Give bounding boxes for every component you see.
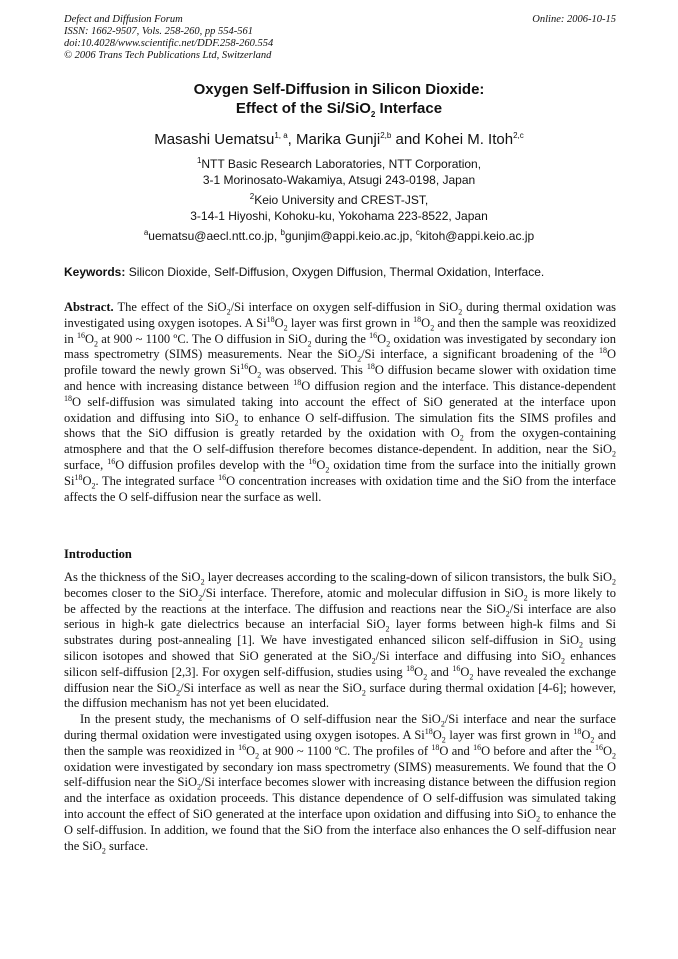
- intro-paragraph-2: In the present study, the mechanisms of O self-diffusion near the SiO$_2$/Si interface and near the surface during thermal oxidation were investigated using oxygen isotopes. A $Si^{18}O_2$ layer was first grown in $^{18}O_2$ and then the sample was reoxidized in $^{16}O_2$ at 900 ~ 1100 ºC. The profiles of $^{18}$O and $^{16}$O before and after the $^{16}O_2$ oxidation were investigated by secondary ion mass spectrometry (SIMS) measurements. We found that the O self-diffusion near the SiO$_2$/Si interface becomes slower with increasing distance between the diffusion region and the interface as oxidation proceeds. This distance dependence of O self-diffusion was simulated taking into account the effect of SiO generated at the interface upon oxidation and diffusing into SiO$_2$ to enhance the O self-diffusion. In addition, we found that the SiO from the interface also enhances the O self-diffusion near the SiO$_2$ surface.: [64, 712, 617, 856]
- online-date: Online: 2006-10-15: [532, 14, 616, 25]
- email-link[interactable]: gunjim@appi.keio.ac.jp,: [284, 229, 416, 243]
- affiliation-1: $^1$NTT Basic Research Laboratories, NTT Corporation, 3-1 Morinosato-Wakamiya, Atsugi 243-0198, Japan: [196, 156, 482, 187]
- section-heading-introduction: Introduction: [64, 547, 132, 561]
- issn-line: ISSN: 1662-9507, Vols. 258-260, pp 554-561: [64, 26, 253, 37]
- title-line-1: Oxygen Self-Diffusion in Silicon Dioxide:: [193, 81, 485, 98]
- abstract: Abstract. The effect of the SiO$_2$/Si interface on oxygen self-diffusion in SiO$_2$ during thermal oxidation was investigated using oxygen isotopes. A $Si^{18}O_2$ layer was first grown in $^{18}O_2$ and then the sample was reoxidized in $^{16}O_2$ at 900 ~ 1100 ºC. The O diffusion in SiO$_2$ during the $^{16}O_2$ oxidation was investigated by secondary ion mass spectrometry (SIMS) measurements. Near the SiO$_2$/Si interface, a significant broadening of the $^{18}$O profile toward the newly grown $Si^{16}O_2$ was observed. This $^{18}$O diffusion became slower with oxidation time and hence with increasing distance between $^{18}$O diffusion region and the interface. This distance-dependent $^{18}$O self-diffusion was simulated taking into account the effect of SiO generated at the interface upon oxidation and diffusing into SiO$_2$ to enhance O self-diffusion. The simulation fits the SIMS profiles and shows that the SiO diffusion is greatly retarded by the oxidation with $O_2$ from the oxygen-containing atmosphere and that the O self-diffusion therefore becomes distance-dependent. In addition, near the SiO$_2$ surface, $^{16}$O diffusion profiles develop with the $^{16}O_2$ oxidation time from the surface into the initially grown $Si^{18}O_2$. The integrated surface $^{16}$O concentration increases with oxidation time and the SiO from the interface affects the O self-diffusion near the surface as well.: [64, 300, 616, 504]
- author-list: Masashi Uematsu$^{1, a}$, Marika Gunji$^{2,b}$ and Kohei M. Itoh$^{2,c}$: [154, 131, 524, 148]
- introduction-body: [64, 570, 616, 854]
- journal-header: [64, 14, 616, 62]
- paper-title: [0, 80, 678, 118]
- email-link[interactable]: kitoh@appi.keio.ac.jp: [419, 229, 535, 243]
- intro-paragraph-1: As the thickness of the SiO$_2$ layer decreases according to the scaling-down of silicon transistors, the bulk SiO$_2$ becomes closer to the SiO$_2$/Si interface. Therefore, atomic and molecular diffusion in SiO$_2$ is more likely to be affected by the reactions at the interface. The diffusion and reactions near the SiO$_2$/Si interface are also serious in high-k gate dielectrics because an interfacial SiO$_2$ layer forms between high-k films and Si substrates during post-annealing [1]. We have investigated enhanced silicon self-diffusion in SiO$_2$ using silicon isotopes and showed that SiO generated at the SiO$_2$/Si interface and diffusing into SiO$_2$ enhances silicon self-diffusion [2,3]. For oxygen self-diffusion, studies using $^{18}O_2$ and $^{16}O_2$ have revealed the exchange diffusion near the SiO$_2$/Si interface as well as near the SiO$_2$ surface during thermal oxidation [4-6]; however, the diffusion mechanism has not yet been elucidated.: [64, 570, 617, 711]
- abstract-label: Abstract.: [64, 300, 114, 314]
- affiliation-2: $^2$Keio University and CREST-JST, 3-14-1 Hiyoshi, Kohoku-ku, Yokohama 223-8522, Japan: [190, 192, 488, 223]
- author-emails: $^a$uematsu@aecl.ntt.co.jp, $^b$gunjim@appi.keio.ac.jp, $^c$kitoh@appi.keio.ac.jp: [143, 228, 535, 243]
- keywords: Keywords: Silicon Dioxide, Self-Diffusion, Oxygen Diffusion, Thermal Oxidation, Interface.: [64, 265, 545, 279]
- journal-name: Defect and Diffusion Forum: [64, 14, 183, 25]
- copyright-line: © 2006 Trans Tech Publications Ltd, Switzerland: [64, 50, 272, 61]
- keywords-label: Keywords:: [64, 265, 126, 279]
- email-link[interactable]: uematsu@aecl.ntt.co.jp,: [148, 229, 281, 243]
- doi-line: doi:10.4028/www.scientific.net/DDF.258-260.554: [64, 38, 274, 49]
- title-line-2: Effect of the Si/SiO$_2$ Interface: [235, 100, 443, 119]
